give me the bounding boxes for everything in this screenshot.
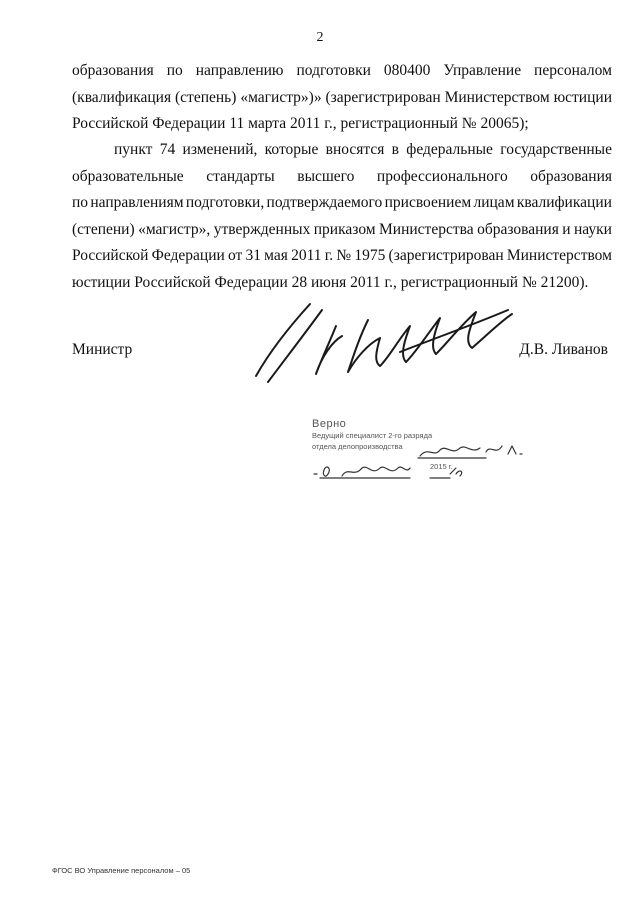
- word: Министерством: [444, 88, 550, 106]
- word: высшего: [297, 167, 355, 185]
- word: приказом: [313, 220, 376, 238]
- word: персоналом: [534, 62, 612, 79]
- paragraph-line: юстиции Российской Федерации 28 июня 2011 г., регистрационный № 21200).: [72, 273, 589, 291]
- word: государственные: [500, 141, 612, 158]
- word: (зарегистрирован: [325, 88, 441, 106]
- certification-handwriting: [310, 438, 540, 488]
- word: которые: [264, 141, 319, 158]
- word: образования: [477, 220, 559, 238]
- word: лицам: [473, 194, 515, 211]
- word: (квалификация: [72, 88, 172, 106]
- paragraph-line: [72, 243, 612, 270]
- word: 080400: [383, 62, 431, 79]
- word: 74: [159, 141, 176, 158]
- word: утвержденных: [213, 220, 311, 238]
- word: Федерации: [151, 247, 225, 264]
- word: направлениям: [90, 194, 184, 211]
- footer-note: ФГОС ВО Управление персоналом – 05: [52, 866, 191, 875]
- word: (зарегистрирован: [388, 247, 504, 264]
- word: Министерства: [379, 220, 474, 238]
- word: Российской: [72, 247, 149, 264]
- paragraph-1: [72, 58, 612, 138]
- page-number: 2: [316, 30, 324, 45]
- word: Управление: [443, 62, 522, 79]
- word: г.: [324, 247, 334, 264]
- word: науки: [574, 220, 612, 238]
- word: и: [562, 220, 571, 238]
- paragraph-line: [72, 164, 612, 191]
- paragraph-line: [72, 190, 612, 217]
- word: в: [391, 141, 399, 158]
- word: (степень): [175, 88, 237, 106]
- word: №: [336, 247, 352, 264]
- paragraph-2: [72, 137, 612, 296]
- word: подтверждаемого: [266, 194, 383, 211]
- paragraph-line: [72, 85, 612, 112]
- word: по: [166, 62, 183, 79]
- word: вносятся: [325, 141, 385, 158]
- word: (степени): [72, 220, 135, 238]
- certification-title: Верно: [312, 418, 347, 430]
- word: стандарты: [206, 167, 275, 185]
- certification-position: Ведущий специалист 2-го разряда: [312, 431, 433, 440]
- word: по: [72, 194, 89, 211]
- signer-name: Д.В. Ливанов: [519, 341, 608, 358]
- word: от: [227, 247, 243, 264]
- word: 2011: [291, 247, 322, 264]
- paragraph-line: Российской Федерации 11 марта 2011 г., регистрационный № 20065);: [72, 115, 529, 132]
- certification-department: отдела делопроизводства: [312, 442, 403, 451]
- word: образования: [530, 167, 612, 185]
- word: 31: [245, 247, 261, 264]
- certification-year: 2015 г.: [430, 462, 453, 471]
- word: Министерством: [506, 247, 612, 264]
- word: юстиции: [553, 88, 612, 106]
- word: подготовки: [296, 62, 371, 79]
- word: мая: [264, 247, 288, 264]
- word: федеральные: [406, 141, 493, 158]
- word: направлению: [195, 62, 284, 79]
- word: «магистр»)»: [240, 88, 322, 106]
- word: «магистр»,: [138, 220, 211, 238]
- minister-signature: [250, 296, 520, 386]
- word: подготовки,: [185, 194, 265, 211]
- word: изменений,: [182, 141, 258, 158]
- word: 1975: [354, 247, 386, 264]
- signer-title: Министр: [72, 341, 133, 358]
- word: квалификации: [516, 194, 612, 211]
- word: пункт: [114, 141, 153, 158]
- word: образования: [72, 62, 154, 79]
- word: образовательные: [72, 167, 184, 185]
- paragraph-line: [72, 58, 612, 85]
- word: профессионального: [376, 167, 508, 185]
- word: присвоением: [384, 194, 472, 211]
- paragraph-line: [72, 137, 612, 164]
- paragraph-line: [72, 217, 612, 244]
